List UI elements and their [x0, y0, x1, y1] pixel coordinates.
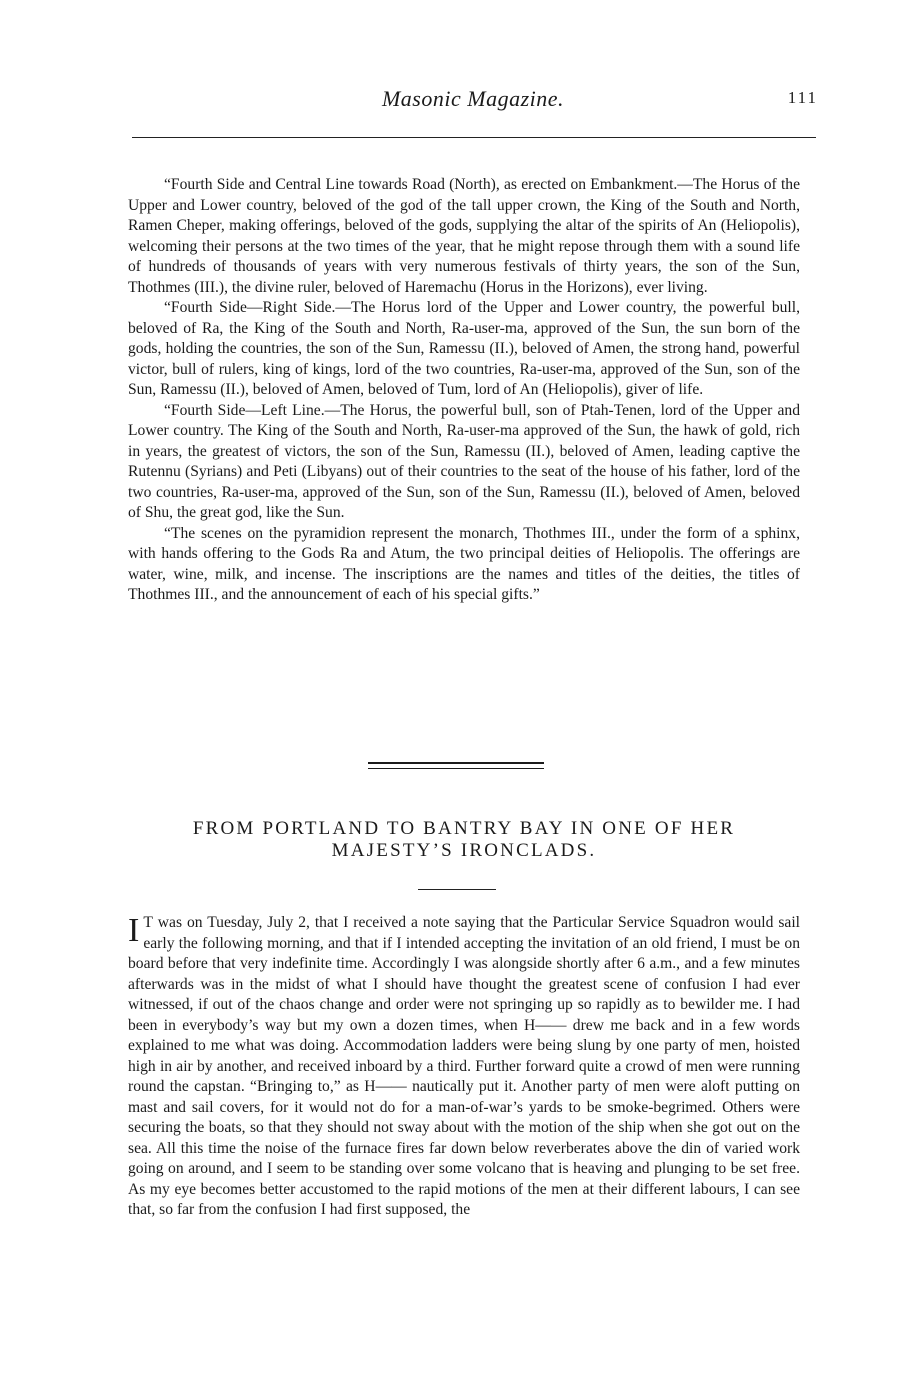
quotation-paragraph: “Fourth Side—Left Line.—The Horus, the powerful bull, son of Ptah-Tenen, lord of the Upper and Lower country. The King of the South and North, Ra-user-ma approved of the Sun, the hawk of gold, rich in years, the greatest of victors, the son of the Sun, Ramessu (II.), beloved of Amen, leading captive the Rutennu (Syrians) and Peti (Libyans) out of their countries to the seat of the house of his father, lord of the two countries, Ra-user-ma, approved of the Sun, son of the Sun, Ramessu (II.), beloved of Amen, beloved of Shu, the great god, like the Sun. — [128, 401, 800, 521]
opening-caps: T — [143, 914, 153, 931]
article-text: was on Tuesday, July 2, that I received a note saying that the Particular Service Squadron would sail early the following morning, and that if I intended accepting the invitation of an old friend, I must be on board before that very indefinite time. Accordingly I was alongside shortly after 6 a.m., and a few minutes afterwards was in the midst of what I should have thought the greatest scene of confusion I had ever witnessed, if out of the chaos change and order were not springing up so rapidly as to bewilder me. I had been in everybody’s way but my own a dozen times, when H—— drew me back and in a few words explained to me what was doing. Accommodation ladders were being slung by one party of men, hoisted high in air by another, and received inboard by a third. Further forward quite a crowd of men were running round the capstan. “Bringing to,” as H—— nautically put it. Another party of men were aloft putting on mast and sail covers, for it would not do for a man-of-war’s yards to be smoke-begrimed. Others were securing the boats, so that they should not sway about with the motion of the ship when she got out on the sea. All this time the noise of the furnace fires far down below reverberates above the din of varied work going on around, and I seem to be standing over some volcano that is heaving and plunging to be set free. As my eye becomes better accustomed to the rapid motions of the men at their different labours, I can see that, so far from the confusion I had first supposed, the — [128, 914, 800, 1218]
quotation-paragraph: “Fourth Side—Right Side.—The Horus lord of the Upper and Lower country, the powerful bull, beloved of Ra, the King of the South and North, Ra-user-ma, approved of the Sun, the sun born of the gods, holding the countries, the son of the Sun, Ramessu (II.), beloved of Amen, the strong hand, powerful victor, bull of rulers, king of kings, lord of the two countries, Ra-user-ma, approved of the Sun, son of the Sun, Ramessu (II.), beloved of Amen, beloved of Tum, lord of An (Heliopolis), giver of life. — [128, 299, 800, 398]
article-title-line: MAJESTY’S IRONCLADS. — [331, 840, 597, 861]
article-title — [128, 818, 800, 862]
title-rule — [418, 889, 496, 890]
running-head — [128, 86, 818, 116]
quotation-paragraph: “Fourth Side and Central Line towards Road (North), as erected on Embankment.—The Horus of the Upper and Lower country, beloved of the god of the tall upper crown, the King of the South and North, Ramen Cheper, making offerings, beloved of the gods, supplying the altar of the spirits of An (Heliopolis), welcoming their persons at the two times of the year, that he might repose through them with a sound life of hundreds of thousands of years with very numerous festivals of thirty years, the son of the Sun, Thothmes (III.), the divine ruler, beloved of Haremachu (Horus in the Horizons), ever living. — [128, 176, 800, 296]
quotation-paragraph: “The scenes on the pyramidion represent the monarch, Thothmes III., under the form of a sphinx, with hands offering to the Gods Ra and Atum, the two principal deities of Heliopolis. The offerings are water, wine, milk, and incense. The inscriptions are the names and titles of the deities, the titles of Thothmes III., and the announcement of each of his special gifts.” — [128, 524, 800, 603]
article-body — [128, 913, 800, 1221]
section-divider — [368, 762, 544, 769]
drop-cap: I — [128, 912, 140, 949]
article-paragraph — [128, 913, 800, 1221]
article-title-line: FROM PORTLAND TO BANTRY BAY IN ONE OF HER — [192, 818, 736, 839]
header-rule — [132, 137, 816, 138]
running-title: Masonic Magazine. — [381, 86, 565, 111]
quotation-block — [128, 175, 800, 606]
page-number: 111 — [787, 88, 818, 107]
